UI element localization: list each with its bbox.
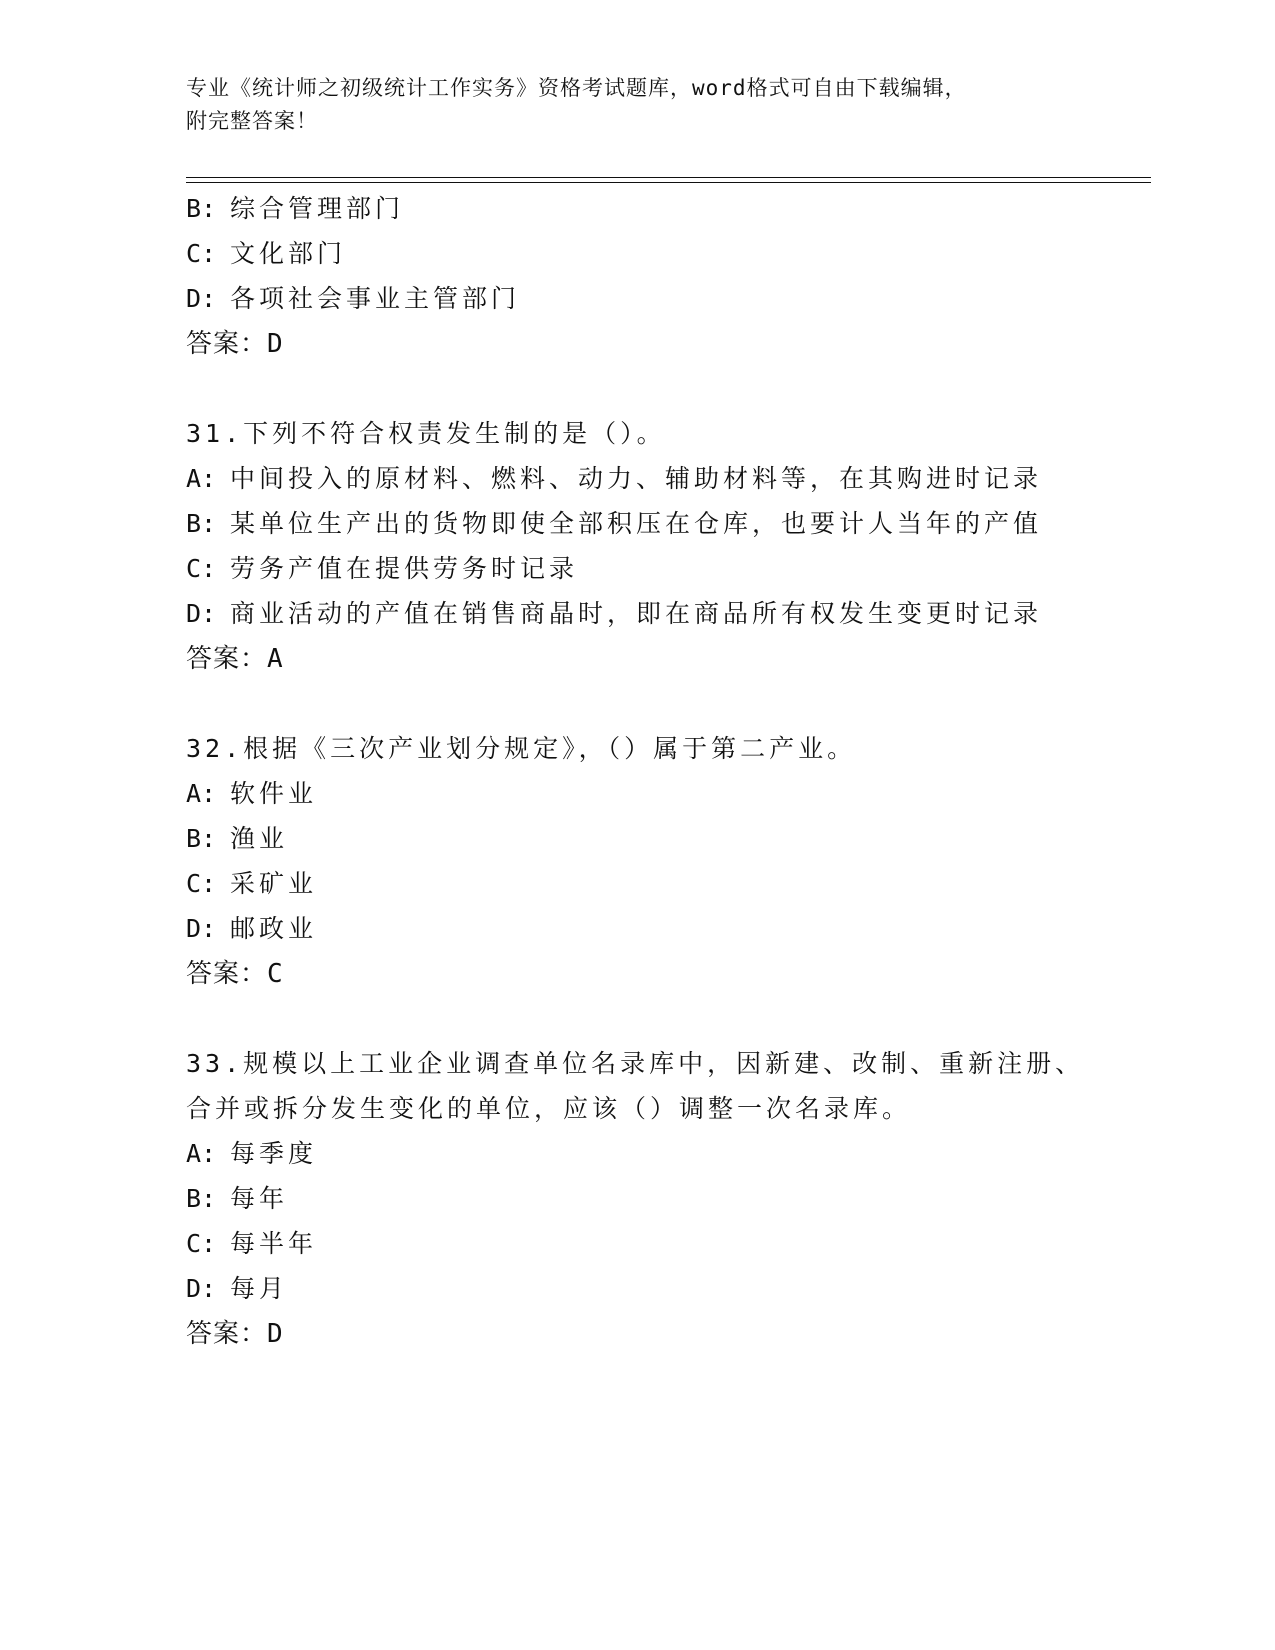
q31-option-d	[186, 599, 1042, 629]
document-header	[186, 72, 1066, 138]
q32-option-c	[186, 869, 317, 899]
q32-question: 32.根据《三次产业划分规定》，（）属于第二产业。	[186, 734, 857, 763]
option-label: D:	[186, 599, 217, 628]
q30-answer: 答案：D	[186, 329, 284, 359]
q31-question: 31.下列不符合权责发生制的是（）。	[186, 419, 666, 448]
option-text: 每年	[230, 1184, 289, 1213]
option-text: 某单位生产出的货物即使全部积压在仓库，也要计人当年的产值	[230, 509, 1043, 538]
q30-option-c	[186, 239, 346, 269]
header-line-2: 附完整答案！	[186, 109, 318, 133]
option-label: A:	[186, 464, 217, 493]
q32-option-d	[186, 914, 317, 944]
q33-option-d	[186, 1274, 288, 1304]
option-text: 劳务产值在提供劳务时记录	[230, 554, 579, 583]
q33-answer: 答案：D	[186, 1319, 284, 1349]
option-label: C:	[186, 554, 217, 583]
option-label: B:	[186, 509, 217, 538]
q33-option-b	[186, 1184, 288, 1214]
option-text: 中间投入的原材料、燃料、动力、辅助材料等，在其购进时记录	[230, 464, 1043, 493]
option-text: 渔业	[230, 824, 289, 853]
option-label: B:	[186, 194, 217, 223]
q33-question-line-1: 33.规模以上工业企业调查单位名录库中，因新建、改制、重新注册、	[186, 1049, 1085, 1078]
q31-option-a	[186, 464, 1042, 494]
option-text: 邮政业	[230, 914, 318, 943]
option-text: 每月	[230, 1274, 289, 1303]
option-label: D:	[186, 284, 217, 313]
q33-option-a	[186, 1139, 317, 1169]
option-text: 商业活动的产值在销售商晶时，即在商品所有权发生变更时记录	[230, 599, 1043, 628]
q32-answer: 答案：C	[186, 959, 284, 989]
option-text: 综合管理部门	[230, 194, 405, 223]
header-rule-bottom	[186, 182, 1151, 183]
option-text: 采矿业	[230, 869, 318, 898]
q30-option-d	[186, 284, 520, 314]
option-label: B:	[186, 824, 217, 853]
q30-option-b	[186, 194, 404, 224]
option-text: 软件业	[230, 779, 318, 808]
q33-option-c	[186, 1229, 317, 1259]
header-line-1: 专业《统计师之初级统计工作实务》资格考试题库，word格式可自由下载编辑，	[186, 76, 967, 100]
q31-answer: 答案：A	[186, 644, 284, 674]
option-text: 每半年	[230, 1229, 318, 1258]
option-label: C:	[186, 1229, 217, 1258]
option-text: 每季度	[230, 1139, 318, 1168]
option-text: 各项社会事业主管部门	[230, 284, 521, 313]
q31-option-c	[186, 554, 578, 584]
option-label: A:	[186, 779, 217, 808]
q32-option-b	[186, 824, 288, 854]
option-label: C:	[186, 869, 217, 898]
q31-option-b	[186, 509, 1042, 539]
option-text: 文化部门	[230, 239, 347, 268]
option-label: B:	[186, 1184, 217, 1213]
q32-option-a	[186, 779, 317, 809]
option-label: D:	[186, 1274, 217, 1303]
option-label: A:	[186, 1139, 217, 1168]
header-rule-top	[186, 177, 1151, 178]
option-label: C:	[186, 239, 217, 268]
q33-question-line-2: 合并或拆分发生变化的单位，应该（）调整一次名录库。	[186, 1094, 912, 1123]
option-label: D:	[186, 914, 217, 943]
